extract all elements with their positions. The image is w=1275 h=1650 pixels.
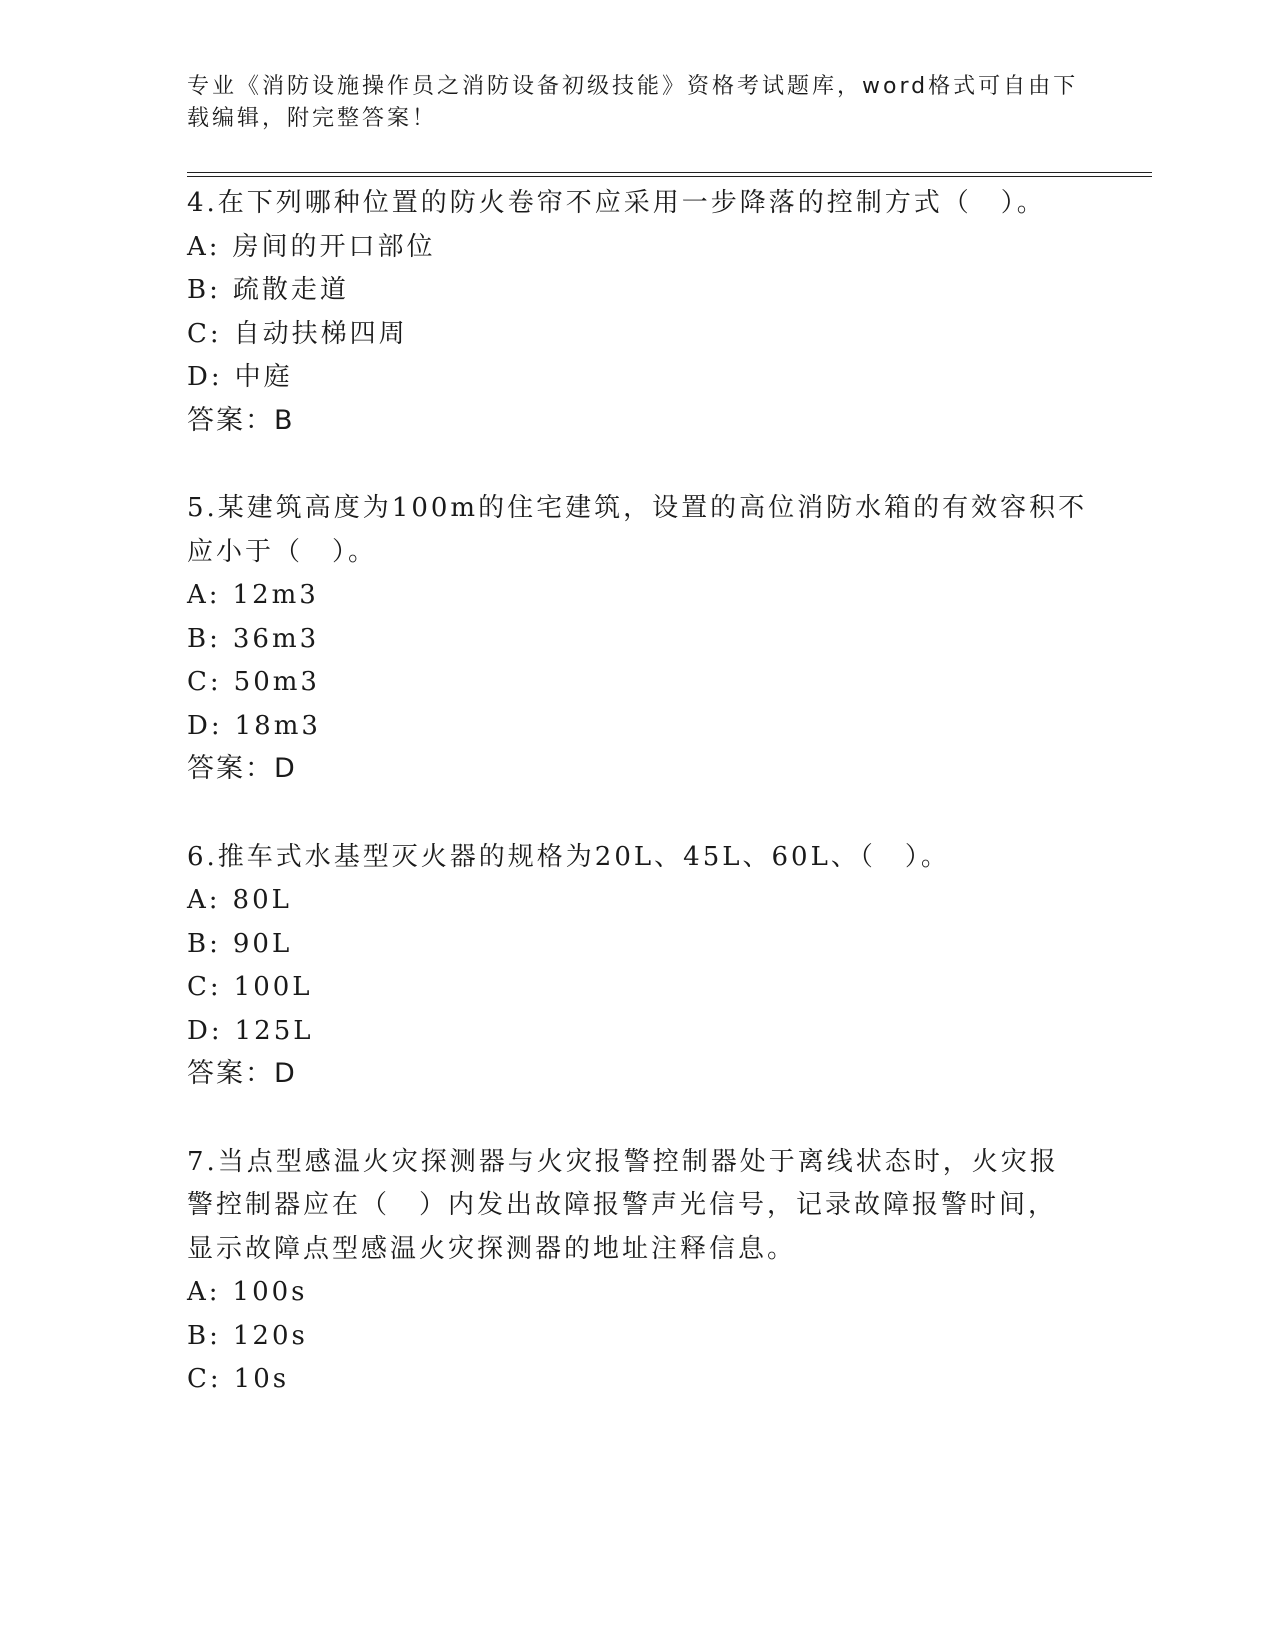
question-5-answer: 答案：D (187, 753, 297, 784)
question-4-stem: 4.在下列哪种位置的防火卷帘不应采用一步降落的控制方式（ ）。 (187, 188, 1046, 218)
header-rule-bottom (187, 176, 1152, 177)
option-letter: B: (187, 624, 221, 654)
option-letter: C: (187, 667, 222, 697)
option-letter: A: (187, 232, 221, 262)
option-letter: B: (187, 275, 221, 305)
question-7-stem-line-2: 警控制器应在（ ）内发出故障报警声光信号，记录故障报警时间， (187, 1190, 1058, 1220)
option-text: 90L (232, 929, 293, 959)
option-text: 100L (233, 972, 313, 1002)
question-7-stem-line-3: 显示故障点型感温火灾探测器的地址注释信息。 (187, 1234, 797, 1264)
option-letter: A: (187, 580, 221, 610)
header-rule-top (187, 172, 1152, 173)
question-7-option-a (187, 1274, 308, 1310)
question-4-option-a (187, 229, 436, 265)
option-letter: B: (187, 1321, 221, 1351)
option-text: 100s (232, 1277, 308, 1307)
option-letter: D: (187, 1016, 223, 1046)
option-text: 50m3 (233, 667, 320, 697)
header-line-1: 专业《消防设施操作员之消防设备初级技能》资格考试题库，word格式可自由下 (187, 74, 1079, 99)
question-7-stem-line-1: 7.当点型感温火灾探测器与火灾报警控制器处于离线状态时，火灾报 (187, 1147, 1059, 1177)
question-5-stem-line-2: 应小于（ ）。 (187, 537, 378, 567)
option-text: 12m3 (232, 580, 319, 610)
option-letter: A: (187, 1277, 221, 1307)
question-6-option-a (187, 882, 292, 918)
option-text: 80L (232, 885, 292, 915)
header-line-2: 载编辑，附完整答案！ (187, 106, 438, 131)
option-letter: A: (187, 885, 221, 915)
option-letter: C: (187, 972, 222, 1002)
question-6-option-c (187, 969, 313, 1005)
option-text: 疏散走道 (232, 275, 349, 305)
question-5-option-b (187, 621, 319, 657)
question-4-option-c (187, 316, 408, 352)
option-text: 10s (233, 1364, 290, 1394)
option-text: 自动扶梯四周 (233, 319, 408, 349)
question-6-option-b (187, 926, 292, 962)
question-5-option-c (187, 664, 320, 700)
option-letter: D: (187, 711, 223, 741)
question-6-answer: 答案：D (187, 1058, 297, 1089)
option-letter: C: (187, 1364, 222, 1394)
question-4-option-b (187, 272, 349, 308)
question-5-option-d (187, 708, 321, 744)
question-7-option-b (187, 1318, 308, 1354)
question-4-answer: 答案：B (187, 405, 295, 436)
question-4-option-d (187, 359, 293, 395)
question-6-option-d (187, 1013, 314, 1049)
question-5-option-a (187, 577, 319, 613)
question-6-stem: 6.推车式水基型灭火器的规格为20L、45L、60L、（ ）。 (187, 842, 950, 872)
question-7-option-c (187, 1361, 289, 1397)
option-letter: D: (187, 362, 223, 392)
option-text: 125L (234, 1016, 314, 1046)
question-5-stem-line-1: 5.某建筑高度为100m的住宅建筑，设置的高位消防水箱的有效容积不 (187, 493, 1088, 523)
option-letter: C: (187, 319, 222, 349)
option-text: 36m3 (232, 624, 320, 654)
option-text: 房间的开口部位 (232, 232, 436, 262)
option-letter: B: (187, 929, 221, 959)
option-text: 18m3 (234, 711, 321, 741)
option-text: 中庭 (234, 362, 293, 392)
option-text: 120s (232, 1321, 308, 1351)
